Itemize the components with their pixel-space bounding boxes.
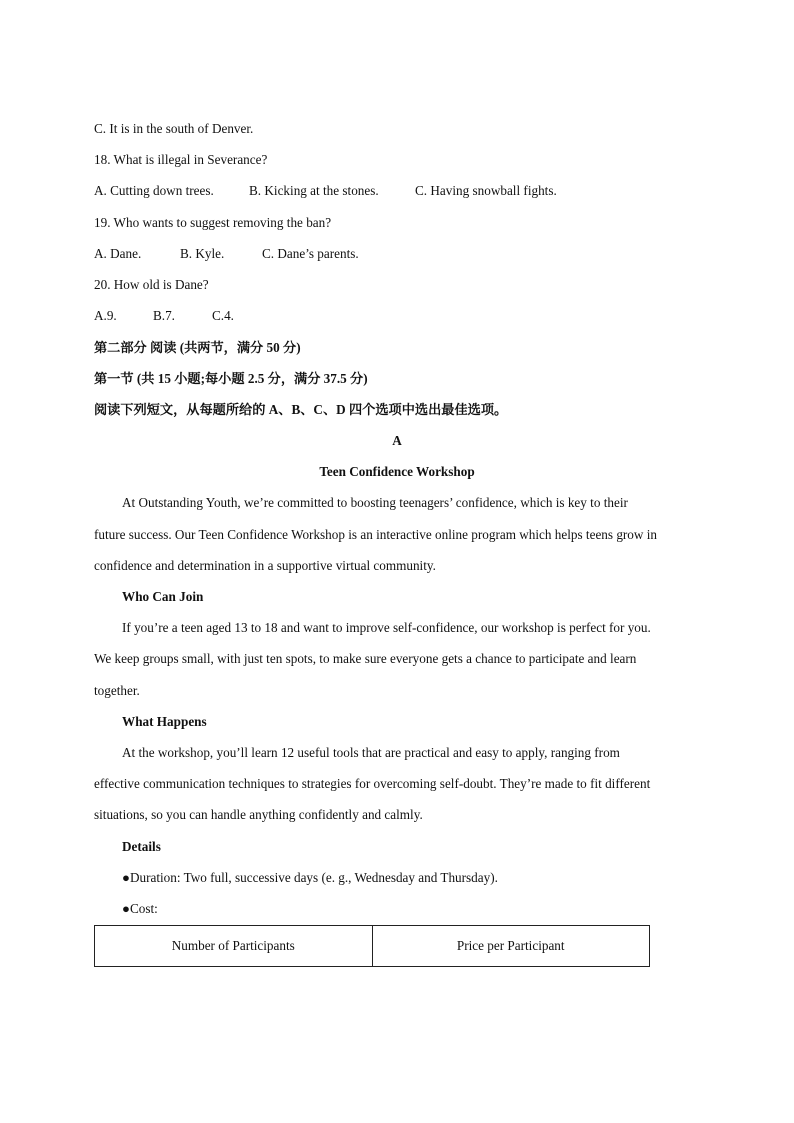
q18-option-b: B. Kicking at the stones. bbox=[249, 183, 379, 198]
what-line: At the workshop, you’ll learn 12 useful tools that are practical and easy to apply, ranging from bbox=[122, 745, 620, 760]
q17-option-c: C. It is in the south of Denver. bbox=[94, 121, 254, 136]
who-line: We keep groups small, with just ten spots, to make sure everyone gets a chance to participate and learn bbox=[94, 651, 637, 666]
q19-option-a: A. Dane. bbox=[94, 246, 142, 261]
participants-column-header: Number of Participants bbox=[95, 926, 373, 967]
q18-option-c: C. Having snowball fights. bbox=[415, 183, 557, 198]
what-line: effective communication techniques to strategies for overcoming self-doubt. They’re made to fit different bbox=[94, 776, 651, 791]
who-line: If you’re a teen aged 13 to 18 and want to improve self-confidence, our workshop is perfect for you. bbox=[122, 620, 651, 635]
cost-table-header-row bbox=[95, 926, 650, 967]
passage-title: Teen Confidence Workshop bbox=[319, 464, 475, 479]
duration-item: ●Duration: Two full, successive days (e. g., Wednesday and Thursday). bbox=[122, 870, 498, 885]
intro-line: confidence and determination in a supportive virtual community. bbox=[94, 558, 436, 573]
q20-option-c: C.4. bbox=[212, 308, 234, 323]
who-line: together. bbox=[94, 683, 140, 698]
cost-item: ●Cost: bbox=[122, 901, 158, 916]
passage-letter: A bbox=[392, 433, 402, 448]
details-heading: Details bbox=[122, 839, 161, 854]
part-heading: 第二部分 阅读 (共两节，满分 50 分) bbox=[94, 340, 301, 355]
q19-option-c: C. Dane’s parents. bbox=[262, 246, 359, 261]
what-line: situations, so you can handle anything confidently and calmly. bbox=[94, 807, 423, 822]
reading-instruction: 阅读下列短文，从每题所给的 A、B、C、D 四个选项中选出最佳选项。 bbox=[94, 402, 508, 417]
q18-option-a: A. Cutting down trees. bbox=[94, 183, 214, 198]
cost-table bbox=[94, 925, 650, 967]
intro-line: future success. Our Teen Confidence Workshop is an interactive online program which helps teens grow in bbox=[94, 527, 657, 542]
intro-line: At Outstanding Youth, we’re committed to boosting teenagers’ confidence, which is key to their bbox=[122, 495, 628, 510]
price-column-header: Price per Participant bbox=[372, 926, 650, 967]
sub-heading: 第一节 (共 15 小题;每小题 2.5 分，满分 37.5 分) bbox=[94, 371, 368, 386]
who-can-join-heading: Who Can Join bbox=[122, 589, 204, 604]
q19-stem: 19. Who wants to suggest removing the ban? bbox=[94, 215, 332, 230]
what-happens-heading: What Happens bbox=[122, 714, 207, 729]
q20-option-a: A.9. bbox=[94, 308, 117, 323]
q20-option-b: B.7. bbox=[153, 308, 175, 323]
q18-stem: 18. What is illegal in Severance? bbox=[94, 152, 268, 167]
q20-stem: 20. How old is Dane? bbox=[94, 277, 209, 292]
q19-option-b: B. Kyle. bbox=[180, 246, 225, 261]
